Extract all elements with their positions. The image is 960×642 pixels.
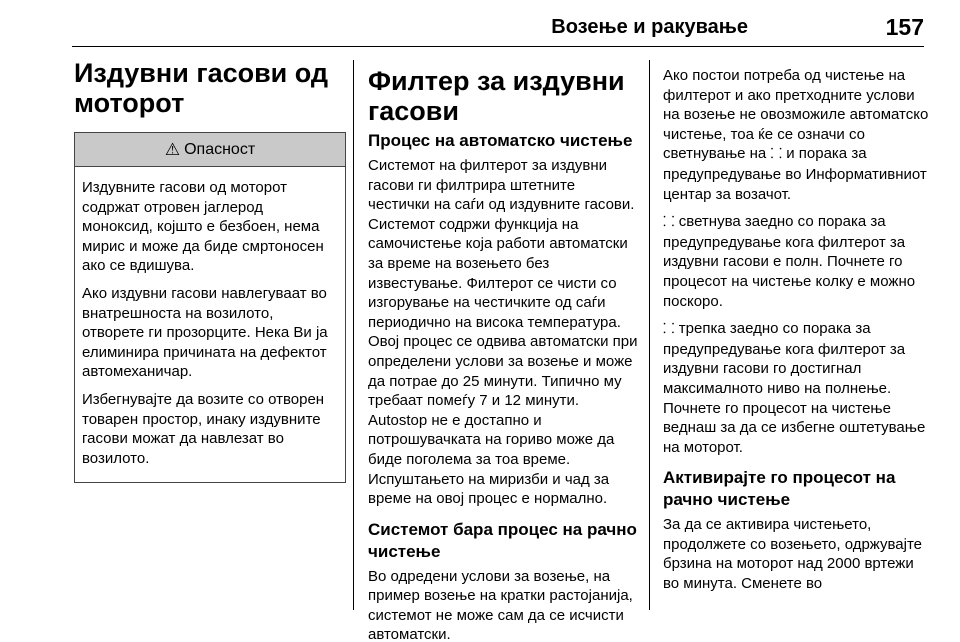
body-paragraph: Во одредени услови за возење, на пример возење на кратки растојанија, системот не може сам да се исчисти автоматски. (368, 567, 633, 642)
page-number: 157 (885, 14, 924, 40)
subhead-activate-manual-cleaning: Активирајте го процесот на рачно чистење (663, 468, 896, 510)
danger-paragraph: Издувните гасови од моторот содржат отровен јаглерод моноксид, којшто е безбоен, нема мирис и може да биде смртоносен ако се вдишува. (82, 179, 324, 275)
body-paragraph: За да се активира чистењето, продолжете со возењето, одржувајте брзина на моторот над 2000 вртежи во минута. Сменете во (663, 516, 923, 593)
column-divider (649, 60, 650, 610)
danger-label: Опасност (184, 140, 256, 158)
body-paragraph: Системот на филтерот за издувни гасови ги филтрира штетните честички на саѓи од издувните гасови. Системот содржи функција на самочистење која работи автоматски за време на возењето без известување. Филтерот се чисти со изгорување на честичките од саѓи периодично на висока температура. Овој процес се одвива автоматски при определени услови за возење и може да потрае до 25 минути. Типично му требаат помеѓу 7 и 12 минути. Autostop не е достапно и потрошувачката на гориво може да биде поголема за тоа време. Испуштањето на миризби и чад за време на овој процес е нормално. (368, 157, 638, 508)
column-left (74, 58, 346, 483)
danger-paragraph: Ако издувни гасови навлегуваат во внатрешноста на возилото, отворете ги прозорците. Нека Ви ја елиминира причината на дефектот автомеханичар. (82, 284, 328, 381)
danger-box (74, 132, 346, 483)
column-divider (353, 60, 354, 610)
body-paragraph: ⸬ светнува заедно со порака за предупредување кога филтерот за издувни гасови е полн. Почнете го процесот на чистење колку е можно поскоро. (663, 213, 916, 310)
body-paragraph: ⸬ трепка заедно со порака за предупредување кога филтерот за издувни гасови го достигнал максималното ниво на полнење. Почнете го процесот на чистење веднаш за да се избегне оштетување на моторот. (663, 320, 926, 456)
page-header-title: Возење и ракување (551, 16, 748, 38)
section-title-exhaust-gases: Издувни гасови од моторот (74, 58, 329, 118)
danger-box-header (75, 133, 345, 167)
header-rule (72, 46, 924, 47)
body-paragraph: Ако постои потреба од чистење на филтерот и ако претходните услови на возење не овозможиле автоматско чистење, тоа ќе се означи со светнување на ⸬ и порака за предупредување во Информативниот центар за возачот. (663, 67, 929, 203)
warning-triangle-icon: ⚠ (164, 139, 181, 159)
exhaust-filter-icon: ⸬ (770, 146, 783, 163)
section-title-exhaust-filter: Филтер за издувни гасови (368, 66, 625, 126)
danger-box-body (75, 167, 345, 482)
subhead-manual-cleaning-required: Системот бара процес на рачно чистење (368, 519, 637, 561)
subhead-auto-cleaning: Процес на автоматско чистење (368, 131, 633, 150)
exhaust-filter-icon: ⸬ (663, 214, 675, 231)
exhaust-filter-icon: ⸬ (663, 321, 675, 338)
danger-paragraph: Избегнувајте да возите со отворен товарен простор, инаку издувните гасови можат да навлезат во возилото. (82, 390, 325, 467)
column-middle (368, 58, 638, 642)
column-right (663, 66, 931, 598)
